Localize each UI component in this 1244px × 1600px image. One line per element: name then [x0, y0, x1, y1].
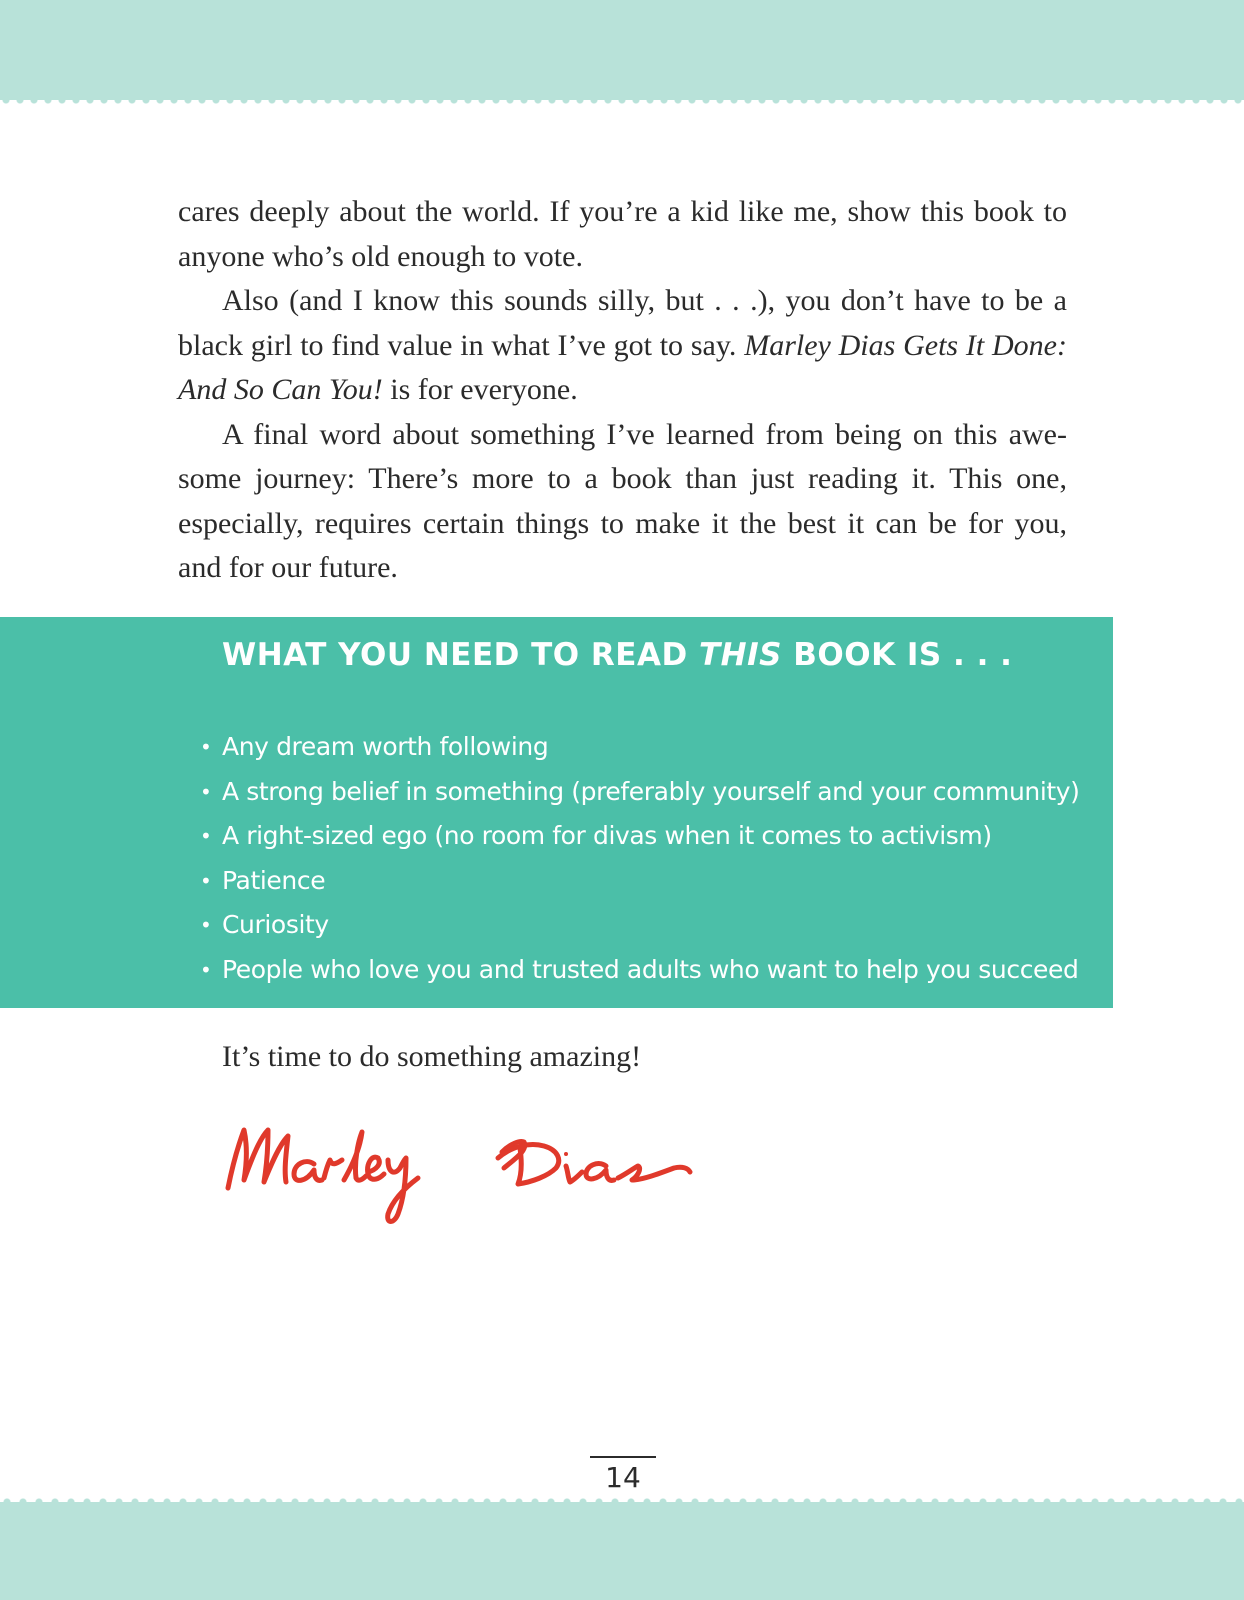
- signature: [222, 1118, 712, 1258]
- book-title: Marley Dias Gets It Done: And So Can You!: [178, 328, 1067, 406]
- heading-end: BOOK IS . . .: [781, 637, 1013, 673]
- paragraph-2-start: Also (and I know this sounds silly, but . . .), you don’t have to be a black girl to find value in what I’ve got to say.: [178, 284, 1067, 362]
- body-text: [178, 190, 1067, 591]
- list-item: • Any dream worth following: [200, 725, 1080, 770]
- requirements-box: [0, 617, 1113, 1008]
- list-item: • A strong belief in something (preferably yourself and your community): [200, 770, 1080, 815]
- list-item: • A right-sized ego (no room for divas when it comes to activism): [200, 814, 1080, 859]
- closing-line: It’s time to do something amazing!: [222, 1040, 642, 1073]
- heading-emphasis: THIS: [699, 637, 782, 673]
- paragraph-2: [178, 279, 1067, 413]
- list-item: • Patience: [200, 859, 1080, 904]
- requirements-list: [200, 725, 1080, 992]
- paragraph-1: cares deeply about the world. If you’re a kid like me, show this book to anyone who’s old enough to vote.: [178, 195, 1067, 273]
- requirements-heading: [222, 637, 1012, 673]
- list-item: • People who love you and trusted adults who want to help you succeed: [200, 948, 1080, 993]
- heading-start: WHAT YOU NEED TO READ: [222, 637, 699, 673]
- top-decorative-band: [0, 0, 1244, 100]
- paragraph-2-end: is for everyone.: [382, 373, 578, 406]
- list-item: • Curiosity: [200, 903, 1080, 948]
- page-number: 14: [590, 1456, 656, 1498]
- bottom-decorative-band: [0, 1502, 1244, 1600]
- paragraph-3: A final word about something I’ve learned from being on this awesome journey: There’s more to a book than just reading it. This one, especially, requires certain things to make it the best it can be for you, and for our future.: [178, 417, 1067, 584]
